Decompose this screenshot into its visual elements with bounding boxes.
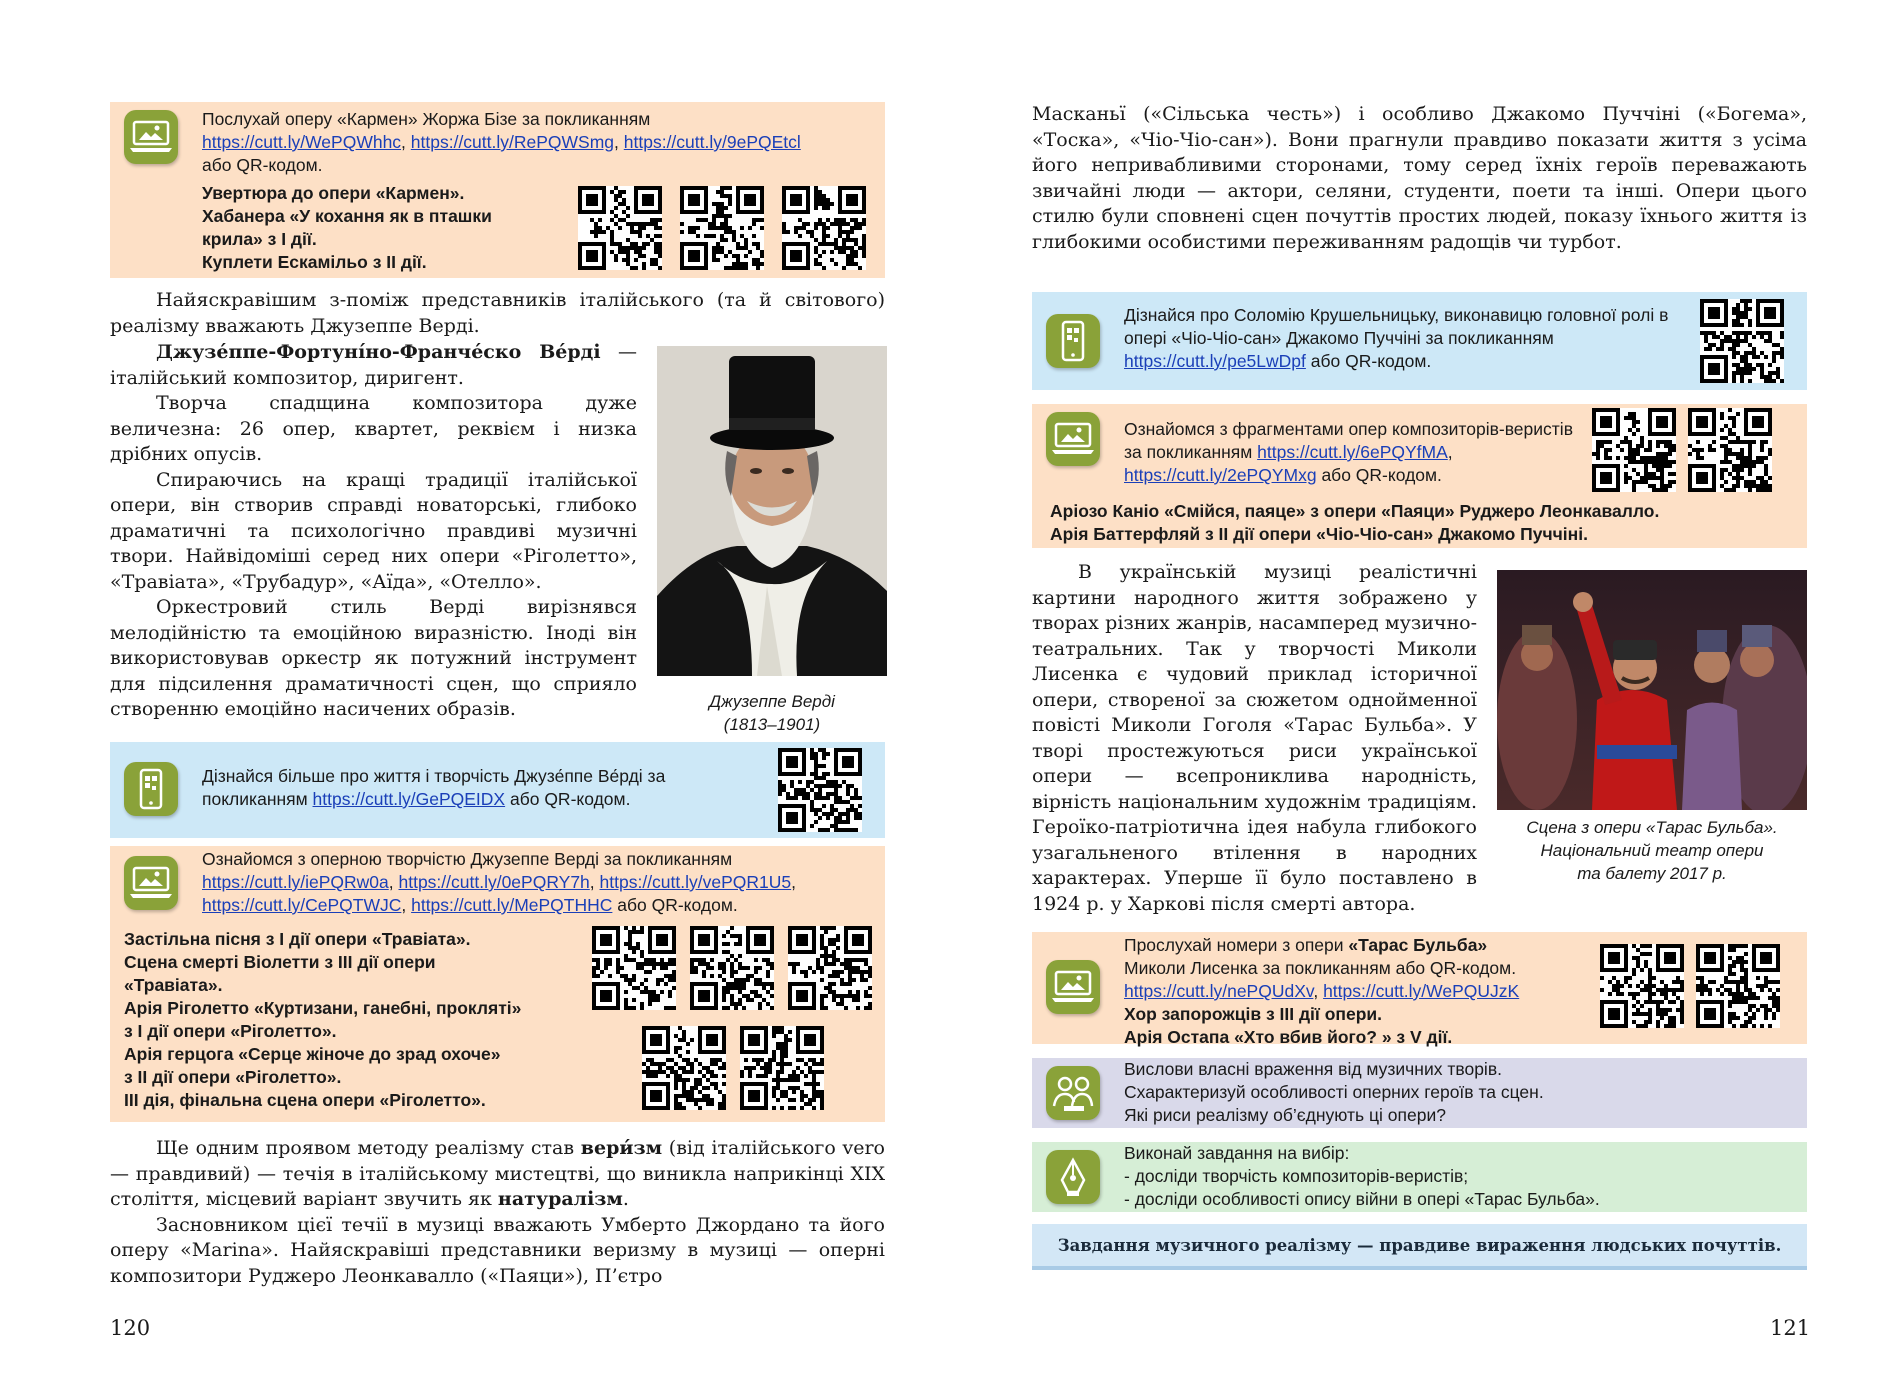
pen-tool-icon [1046,1150,1100,1204]
verists-link-2[interactable]: https://cutt.ly/2ePQYMxg [1124,465,1317,485]
people-discussion-icon [1046,1066,1100,1120]
task-line: Виконай завдання на вибір: [1124,1143,1350,1163]
paragraph-text: Творча спадщина композитора дуже величезна: 26 опер, квартет, реквієм і низка дрібних опусів. [110,392,637,465]
qr-code-verdi-3[interactable] [788,926,872,1010]
verdi-name: Джузе́ппе-Фортуні́но-Франче́ско Ве́рді [156,341,601,363]
qr-code-taras-2[interactable] [1696,944,1780,1028]
taras-link-2[interactable]: https://cutt.ly/WePQUJzK [1323,981,1520,1001]
sep: , [614,132,624,152]
verists-link-1[interactable]: https://cutt.ly/6ePQYfMA [1257,442,1448,462]
phone-qr-icon [1046,314,1100,368]
taras-link-1[interactable]: https://cutt.ly/nePQUdXv [1124,981,1314,1001]
verdi-operas-label: Ознайомся з оперною творчістю Джузеппе Верді за покликанням [202,849,733,869]
taras-bulba-listen-box [1032,932,1807,1047]
term-naturalism: натуралізм [497,1188,623,1210]
qr-code-carmen-3[interactable] [782,186,866,270]
verismo-paragraph [110,1136,885,1289]
verists-after: або QR-кодом. [1316,465,1442,485]
qr-code-verists-1[interactable] [1592,408,1676,492]
list-item: Хабанера «У кохання як в пташки [202,206,492,226]
paragraph-text: Найяскравішим з-поміж представників італійського (та й світового) реалізму вважають Джузеппе Верді. [110,289,885,337]
verdi-life-label: Дізнайся більше про життя і творчість Джузе́ппе Ве́рді за покликанням [202,766,666,809]
list-item: «Травіата». [124,975,223,995]
sep: , [1447,442,1453,462]
laptop-image-icon [1046,960,1100,1014]
paragraph-text: Засновником цієї течії в музиці вважають Умберто Джордано та його оперу «Marina». Найяскравіші представники веризму в музиці — оперні композитори Руджеро Леонкавалло («Паяци»), П’єтро [110,1213,885,1287]
paragraph-text: Спираючись на кращі традиції італійської опери, він створив справді новаторські, глибоко драматичні та психологічно правдиві музичні твори. Найвідоміші серед них опери «Ріголетто», «Травіата», «Трубадур», «Аїда», «Отелло». [110,468,637,593]
verdi-operas-list [124,928,584,1112]
verdi-operas-box [110,846,885,1122]
verdi-link-1[interactable]: https://cutt.ly/iePQRw0a [202,872,389,892]
paragraph-text: Масканьї («Сільська честь») і особливо Джакомо Пуччіні («Богема», «Тоска», «Чіо-Чіо-сан»). Вони прагнули правдиво показати життя з усіма його непривабливими сторонами, тому серед їхніх героїв переважають звичайні люди — актори, селяни, студенти, поети та інші. Опери цього стилю були сповнені сцен почуттів простих людей, показу їхнього життя із глибокими особистими переживанням радощів чи турбот. [1032,103,1807,253]
carmen-after: або QR-кодом. [202,155,323,175]
page-number-left: 120 [110,1316,151,1340]
verdi-link-4[interactable]: https://cutt.ly/CePQTWJC [202,895,402,915]
krushelnytska-link[interactable]: https://cutt.ly/pe5LwDpf [1124,351,1306,371]
verdi-link-5[interactable]: https://cutt.ly/MePQTHHC [411,895,613,915]
list-item: Увертюра до опери «Кармен». [202,183,465,203]
tasks-box [1032,1142,1807,1212]
summary-text: Завдання музичного реалізму — правдиве вираження людських почуттів. [1057,1236,1782,1255]
list-item: Куплети Ескамільо з ІІ дії. [202,252,427,272]
verdi-operas-intro: Ознайомся з оперною творчістю Джузеппе Верді за покликанням https://cutt.ly/iePQRw0a, https://cutt.ly/0ePQRY7h, https://cutt.ly/vePQR1U5, https://cutt.ly/CePQTWJC, https://cutt.ly/MePQTHHC або QR-кодом. [202,849,797,915]
discussion-text [1124,1058,1794,1127]
verdi-portrait [657,346,887,676]
summary-banner [1032,1224,1807,1270]
sep: , [1313,981,1324,1001]
page-number-right: 121 [1770,1316,1811,1340]
discussion-box [1032,1058,1807,1128]
right-page [952,0,1904,1400]
qr-code-carmen-2[interactable] [680,186,764,270]
sep: , [401,132,411,152]
verists-list [1050,500,1800,546]
paragraph-text: Оркестровий стиль Верді вирізнявся мелодійністю та емоційною виразністю. Іноді він використовував оркестр як потужний інструмент для підсилення драматичності сцен, що сприяло створенню емоційно насичених образів. [110,596,637,720]
verismo-continued [1032,102,1807,255]
qr-code-verdi-4[interactable] [642,1026,726,1110]
list-item: Арія Остапа «Хто вбив його? » з V дії. [1124,1027,1453,1047]
taras-label: Прослухай номери з опери [1124,935,1349,955]
verists-label: Ознайомся з фрагментами опер композиторів-веристів за покликанням [1124,419,1573,462]
caption-line: та балету 2017 р. [1577,864,1727,883]
caption-line: Сцена з опери «Тарас Бульба». [1526,818,1778,837]
taras-bulba-caption [1497,816,1807,885]
term-verismo: вери́зм [580,1137,663,1159]
verdi-life-link[interactable]: https://cutt.ly/GePQEIDX [312,789,506,809]
text-span: . [622,1188,629,1210]
carmen-link-2[interactable]: https://cutt.ly/RePQWSmg [410,132,615,152]
krushelnytska-text [1124,304,1689,373]
list-item: Арія герцога «Серце жіноче до зрад охоче» [124,1044,501,1064]
question-line: Вислови власні враження від музичних творів. [1124,1059,1502,1079]
taras-bulba-photo [1497,570,1807,810]
qr-code-verdi-life[interactable] [778,748,862,832]
qr-code-verdi-2[interactable] [690,926,774,1010]
verdi-role: — італійський композитор, диригент. [110,341,637,389]
verdi-intro-paragraph [110,288,885,339]
laptop-image-icon [124,856,178,910]
list-item: з ІІ дії опери «Ріголетто». [124,1067,342,1087]
carmen-intro [202,108,872,177]
qr-code-taras-1[interactable] [1600,944,1684,1028]
list-item: Арія Ріголетто «Куртизани, ганебні, прокляті» [124,998,522,1018]
list-item: з І дії опери «Ріголетто». [124,1021,337,1041]
question-line: Які риси реалізму об’єднують ці опери? [1124,1105,1446,1125]
carmen-link-1[interactable]: https://cutt.ly/WePQWhhc [202,132,402,152]
caption-line: (1813–1901) [723,715,821,734]
ukrainian-music-paragraph [1032,560,1477,917]
qr-code-carmen-1[interactable] [578,186,662,270]
verists-text [1124,418,1594,487]
verists-box [1032,404,1807,548]
list-item: Аріозо Каніо «Смійся, паяце» з опери «Паяци» Руджеро Леонкавалло. [1050,501,1660,521]
verdi-link-3[interactable]: https://cutt.ly/vePQR1U5 [599,872,792,892]
taras-bulba-listen-text [1124,934,1604,1049]
phone-qr-icon [124,762,178,816]
tasks-text [1124,1142,1794,1211]
laptop-image-icon [1046,412,1100,466]
qr-code-verdi-1[interactable] [592,926,676,1010]
krushelnytska-label: Дізнайся про Соломію Крушельницьку, виконавицю головної ролі в опері «Чіо-Чіо-сан» Джакомо Пуччіні за покликанням [1124,305,1669,348]
text-span: Ще одним проявом методу реалізму став [156,1137,581,1159]
paragraph-text: В українській музиці реалістичні картини народного життя зображено у творах різних жанрів, насамперед музично-театральних. Так у творчості Миколи Лисенка є чудовий приклад історичної опери, створеної за сюжетом однойменної повісті Миколи Гоголя «Тарас Бульба». У творі простежуються риси української опери — всепрониклива народність, вірність національним художнім традиціям. Героїко-патріотична ідея набула глибокого узагальненого втілення в народних характерах. Уперше її було поставлено в 1924 р. у Харкові після смерті автора. [1032,561,1477,915]
caption-line: Джузеппе Верді [709,692,835,711]
carmen-link-3[interactable]: https://cutt.ly/9ePQEtcl [623,132,801,152]
taras-label-2: Миколи Лисенка за покликанням або QR-кодом. [1124,958,1517,978]
task-line: - досліди творчість композиторів-веристів; [1124,1166,1469,1186]
krushelnytska-after: або QR-кодом. [1305,351,1432,371]
verdi-life-after: або QR-кодом. [505,789,631,809]
carmen-list [202,182,572,274]
laptop-image-icon [124,110,178,164]
opera-title: «Тарас Бульба» [1348,935,1488,955]
task-line: - досліди особливості опису війни в опері «Тарас Бульба». [1124,1189,1600,1209]
qr-code-verdi-5[interactable] [740,1026,824,1110]
question-line: Схарактеризуй особливості оперних героїв та сцен. [1124,1082,1544,1102]
verdi-life-text [202,765,762,811]
verdi-caption [657,690,887,736]
verdi-link-2[interactable]: https://cutt.ly/0ePQRY7h [398,872,590,892]
list-item: Сцена смерті Віолетти з ІІІ дії опери [124,952,436,972]
list-item: крила» з І дії. [202,229,317,249]
verdi-operas-after: або QR-кодом. [612,895,738,915]
verdi-name-line [110,340,637,391]
listen-carmen-box [110,102,885,278]
list-item: ІІІ дія, фінальна сцена опери «Ріголетто». [124,1090,486,1110]
verdi-life-box [110,742,885,838]
verdi-biography [110,340,637,723]
caption-line: Національний театр опери [1540,841,1764,860]
list-item: Застільна пісня з І дії опери «Травіата». [124,929,471,949]
list-item: Арія Баттерфляй з ІІ дії опери «Чіо-Чіо-сан» Джакомо Пуччіні. [1050,524,1588,544]
text-span: (від італійського vero — правдивий) — течія в італійському мистецтві, що виникла наприкінці XIX століття, місцевий варіант звучить як [110,1137,885,1210]
list-item: Хор запорожців з ІІІ дії опери. [1124,1004,1383,1024]
qr-code-verists-2[interactable] [1688,408,1772,492]
krushelnytska-box [1032,292,1807,390]
qr-code-krushelnytska[interactable] [1700,299,1784,383]
verismo-text [110,1136,885,1213]
carmen-intro-text: Послухай оперу «Кармен» Жоржа Бізе за покликанням [202,109,651,129]
